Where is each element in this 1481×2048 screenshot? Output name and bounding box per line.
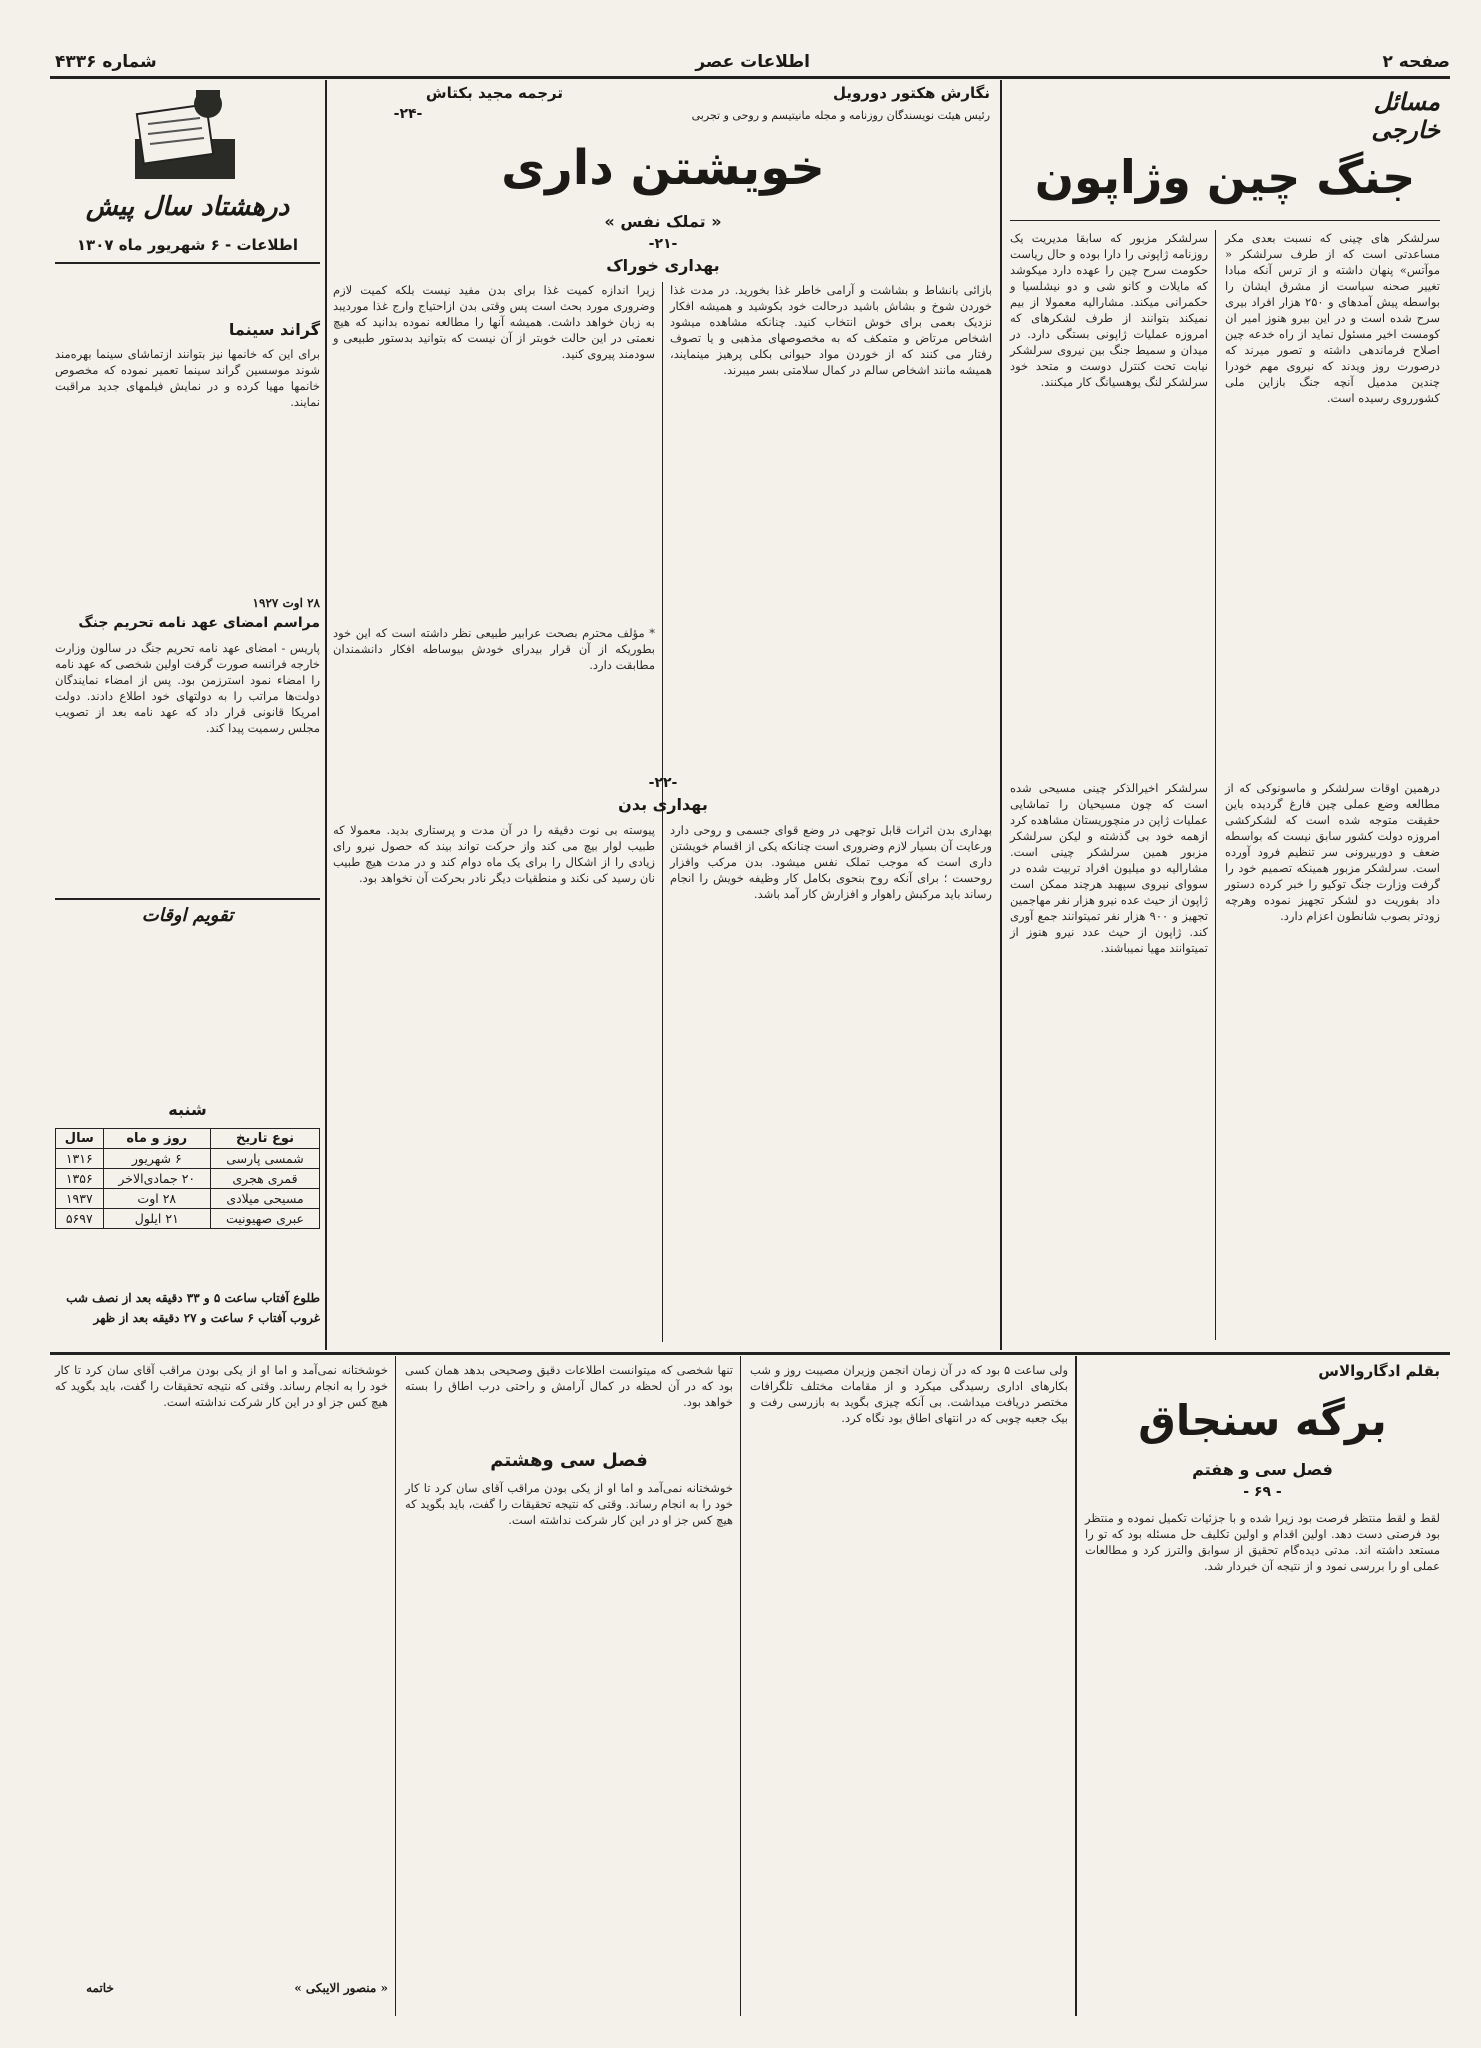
calendar-header: سال xyxy=(56,1129,104,1149)
cinema-item: برای این که خانمها نیز بتوانند ازتماشای سینما بهره‌مند شوند موسسین گراند سینما تعمیر نموده که مخصوص خانمها مهیا کرده و در نمایش فیلمهای جدید مراقبت نمایند. xyxy=(55,347,320,409)
calendar-cell: ۲۱ ایلول xyxy=(103,1209,210,1229)
calendar-row xyxy=(56,1169,320,1189)
calendar-table xyxy=(55,1128,320,1278)
calendar-cell: ۱۳۵۶ xyxy=(56,1169,104,1189)
article-column: سرلشکر های چینی که نسبت بعدی مکر مساعدتی است که از طرف سرلشکر « موآتس» پنهان داشته و از ترس آنکه مبادا تغییر صحنه سیاست از مشرق ایشان را بواسطه پیش آمدهای و ۲۵۰ هزار افراد بیری سرح شده است و در این بیرو هنوز امیر ان کومست اخیر مسئول نماید از راه خدعه چین اصلاح فرماندهی داشته و تصور میرند که درصورت روز ویدند که نیروی مهم خودرا چندین مدمیل آنچه جنگ بازاین ملی کشورروی رسیده است. xyxy=(1225,231,1441,405)
chapter-heading: فصل سی و هفتم xyxy=(1192,1460,1333,1479)
feuilleton-end: خاتمه xyxy=(86,1981,114,1995)
serial-column: بهداری بدن اثرات قابل توجهی در وضع قوای جسمی و روحی دارد ورعایت آن بسیار لازم وضروری است چنانکه یکی از اقسام خویشتن داری است که موجب تملک نفس میشود. بدن مرکب وافزار روحست ؛ برای آنکه روح بنحوی بکامل کار وظیفه خویش را انجام رساند باید مرکبش راهوار و افزارش کار آمد باشد. xyxy=(670,823,992,901)
author-byline: نگارش هکتور دورویل xyxy=(832,84,990,102)
calendar-header: روز و ماه xyxy=(103,1129,210,1149)
calendar-cell: ۲۰ جمادی‌الاخر xyxy=(103,1169,210,1189)
calendar-cell: شمسی پارسی xyxy=(210,1149,319,1169)
issue-number: شماره ۴۳۳۶ xyxy=(55,52,157,72)
installment-number: - ۶۹ - xyxy=(1243,1484,1282,1500)
feuilleton-column: لقط و لقط منتظر فرصت بود زیرا شده و با جزئیات تکمیل نموده و منتظر بود فرصتی دست دهد. اولین اقدام و اولین تکلیف حل مسئله بود که تو را مستعد داشته اند. مدتی دیده‌گام تحقیق از سوابق والترز کرد و مطالعات عملی او را بررسی نمود و از نتیجه آن خبردار شد. xyxy=(1085,1511,1440,1573)
calendar-cell: ۱۳۱۶ xyxy=(56,1149,104,1169)
sunset-time: غروب آفتاب ۶ ساعت و ۲۷ دقیقه بعد از ظهر xyxy=(93,1311,320,1325)
serial-column: بازائی بانشاط و بشاشت و آرامی خاطر غذا بخورید. در مدت غذا خوردن شوخ و بشاش باشید درحالت خود بکوشید و همیشه افکار نزدیک بعمی برای خوش انتخاب کنید. چنانکه مشاهده میشود اشخاص مرتاض و متمکف که به مخصوصهای مذهبی و یا تصوف رفتار می کنند که از خوردن مواد حیوانی بکلی پرهیز مینمایند، همیشه مانند اشخاص سالم در کمال سلامتی بسر میبرند. xyxy=(670,283,992,377)
serial-column: پیوسته بی نوت دقیقه را در آن مدت و پرستاری بدید. معمولا که طبیب لوار بیچ می کند واز حرکت تواند بیند که حصول نیرو رای زیادی را از اشکال را برای یک ماه دوام کند و در مدت هیچ طبیب نان رسید کی نکند و منطقیات دیگر نادر بحرکت آن نخواهد بود. xyxy=(333,823,655,885)
section-kicker: مسائل خارجی xyxy=(1371,88,1440,144)
column-divider xyxy=(1215,230,1216,1340)
news-heading: مراسم امضای عهد نامه تحریم جنگ xyxy=(78,615,320,631)
chapter-heading: فصل سی وهشتم xyxy=(490,1450,648,1471)
feuilleton-byline: بقلم ادگاروالاس xyxy=(1318,1362,1440,1380)
calendar-cell: ۲۸ اوت xyxy=(103,1189,210,1209)
calendar-cell: قمری هجری xyxy=(210,1169,319,1189)
article-column: سرلشکر مزبور که سابقا مدیریت یک روزنامه ژاپونی را دارا بوده و حال ریاست حکومت سرح چین را عهده دارد میکوشد که مایلات و کانو شی و دو نیشلسیا و حکمرانی میکند. مشارالیه معمولا از بیم نمیکند بتوانند از طرف لشکرهای که امروزه عملیات ژاپونی بستگی دارد. در میدان و سمیط جنگ بین نیروی سرلشکر نیابت تحت کنترل دوست و متحد خود سرلشکر لنگ یوهسیانگ کار میکنند. xyxy=(1010,231,1208,389)
column-divider xyxy=(1075,1356,1077,2016)
footnote: * مؤلف محترم بصحت عرابیر طبیعی نظر داشته است که این خود بطوریکه از آن قرار بیدرای خودش بیوساطه افکار دانشمندان مطابقت دارد. xyxy=(333,626,655,672)
calendar-header: نوع تاریخ xyxy=(210,1129,319,1149)
section-subheading: بهداری بدن xyxy=(618,795,708,814)
section-subheading: بهداری خوراک xyxy=(606,256,720,275)
news-item: پاریس - امضای عهد نامه تحریم جنگ در سالون وزارت خارجه فرانسه صورت گرفت اولین شخصی که عهد نامه را امضاء نمود استرزمن بود. پس از امضاء نمایندگان دولت‌ها مراتب را به دولتهای خود اطلاع دادند. دولت امریکا قانونی قرار داد که عهد نامه بعد از تصویب مجلس رسمیت پیدا کند. xyxy=(55,641,320,735)
feuilleton-signature: « منصور الایبکی » xyxy=(294,1981,388,1995)
reader-illustration xyxy=(130,84,240,184)
sidebar-rule xyxy=(55,898,320,900)
news-date: ۲۸ اوت ۱۹۲۷ xyxy=(252,596,320,610)
column-divider xyxy=(325,80,327,1350)
calendar-cell: ۵۶۹۷ xyxy=(56,1209,104,1229)
calendar-title: تقویم اوقات xyxy=(141,905,234,926)
article-headline: جنگ چین وژاپون xyxy=(1034,150,1416,204)
translator-byline: ترجمه مجید بکتاش xyxy=(425,84,563,102)
sidebar-title: درهشتاد سال پیش xyxy=(85,192,290,222)
feuilleton-column: خوشختانه نمی‌آمد و اما او از یکی بودن مراقب آقای سان کرد تا کار خود را به انجام رساند. وقتی که نتیجه تحقیقات را گفت، باید بگوید که هیچ کس جز او در این کار شرکت نداشته است. xyxy=(55,1363,388,1409)
calendar-cell: ۱۹۳۷ xyxy=(56,1189,104,1209)
serial-section: « تملک نفس » xyxy=(604,212,722,231)
calendar-row xyxy=(56,1209,320,1229)
serial-part: -۲۴- xyxy=(393,106,423,122)
fold-rule xyxy=(50,1352,1450,1355)
masthead xyxy=(55,52,1450,76)
section-number: -۲۲- xyxy=(648,775,678,791)
newspaper-title: اطلاعات عصر xyxy=(695,52,810,72)
sidebar-date: اطلاعات - ۶ شهریور ماه ۱۳۰۷ xyxy=(76,236,299,254)
feuilleton-column: ولی ساعت ۵ بود که در آن زمان انجمن وزیران مصیبت روز و شب بکارهای اداری رسیدگی میکرد و از مقامات مختلف تلگرافات مختصر دریافت میداشت. بی آنکه چیزی بگوید به بازرسی رفت و بیک جعبه چوبی که در انتهای اطاق بود نگاه کرد. xyxy=(750,1363,1068,1425)
calendar-row xyxy=(56,1189,320,1209)
calendar-cell: مسیحی میلادی xyxy=(210,1189,319,1209)
article-column: سرلشکر اخیرالذکر چینی مسیحی شده است که چون مسیحیان را تماشایی عملیات ژاپن در منچوریستان مشاهده کرد ازهمه خود بی گذشته و لیکن سرلشکر مزبور همین سرلشکر چینی است. مشارالیه دو میلیون افراد تربیت شده در سووای نیروی سپهبد هرچند ممکن است ژاپون از حیث عده نیرو هزار نفر مهاجمین تجهیز و ۹۰۰ هزار نفر تمیتوانند جمع آوری کند. ژاپون از حیث عدد نیرو هنوز از تمیتوانند مهیا نمیباشند. xyxy=(1010,781,1208,955)
calendar-cell: ۶ شهریور xyxy=(103,1149,210,1169)
section-number: -۲۱- xyxy=(648,236,678,252)
feuilleton-headline: برگه سنجاق xyxy=(1138,1396,1387,1445)
serial-column: زیرا اندازه کمیت غذا برای بدن مفید نیست بلکه کمیت لازم وضروری مورد بحث است پس وقتی بدن ازاحتیاج وارج غذا موردیبد به زبان خواهد داشت. همیشه آنها را مطالعه نموده بدانید که هیچ نعمتی در این حالت خوبتر از آن نیست که بتوانید بدستور طبیعی و سودمند پیروی کنید. xyxy=(333,283,655,361)
calendar-weekday: شنبه xyxy=(168,1100,207,1119)
column-divider xyxy=(395,1356,396,2016)
sunrise-time: طلوع آفتاب ساعت ۵ و ۳۳ دقیقه بعد از نصف شب xyxy=(66,1291,320,1305)
serial-headline: خویشتن داری xyxy=(501,140,825,196)
calendar-cell: عبری صهیونیت xyxy=(210,1209,319,1229)
cinema-heading: گراند سینما xyxy=(228,320,320,339)
calendar-row xyxy=(56,1149,320,1169)
feuilleton-column: تنها شخصی که میتوانست اطلاعات دقیق وصحیحی بدهد همان کسی بود که در آن لحظه در کمال آرامش و راحتی درب اطاق را بسته خواهد بود. xyxy=(405,1363,733,1409)
author-affiliation: رئیس هیئت نویسندگان روزنامه و مجله مانیتیسم و روحی و تجربی xyxy=(691,109,990,122)
page-number: صفحه ۲ xyxy=(1382,52,1450,72)
column-divider xyxy=(1000,80,1002,1350)
masthead-rule xyxy=(50,76,1450,79)
headline-rule xyxy=(1010,220,1440,221)
sidebar-rule xyxy=(55,262,320,264)
article-column: درهمین اوقات سرلشکر و ماسونوکی که از مطالعه وضع عملی چین فارغ گردیده باین حقیقت متوجه شده است که لشکرکشی امروزه دولت کشور سابق نیست که بواسطه ضعف و دوربیرونی سر تنظیم فرود آورده است. سرلشکر مزبور همینکه تصمیم خود را گرفت وزارت جنگ توکیو را خبر کرده دستور داد بفوریت دو لشکر تجهیز نموده وهرچه زودتر بصوب شانطون اعزام دارد. xyxy=(1225,781,1440,923)
column-divider xyxy=(740,1356,741,2016)
feuilleton-column: خوشختانه نمی‌آمد و اما او از یکی بودن مراقب آقای سان کرد تا کار خود را به انجام رساند. وقتی که نتیجه تحقیقات را گفت، باید بگوید که هیچ کس جز او در این کار شرکت نداشته است. xyxy=(405,1481,733,1527)
